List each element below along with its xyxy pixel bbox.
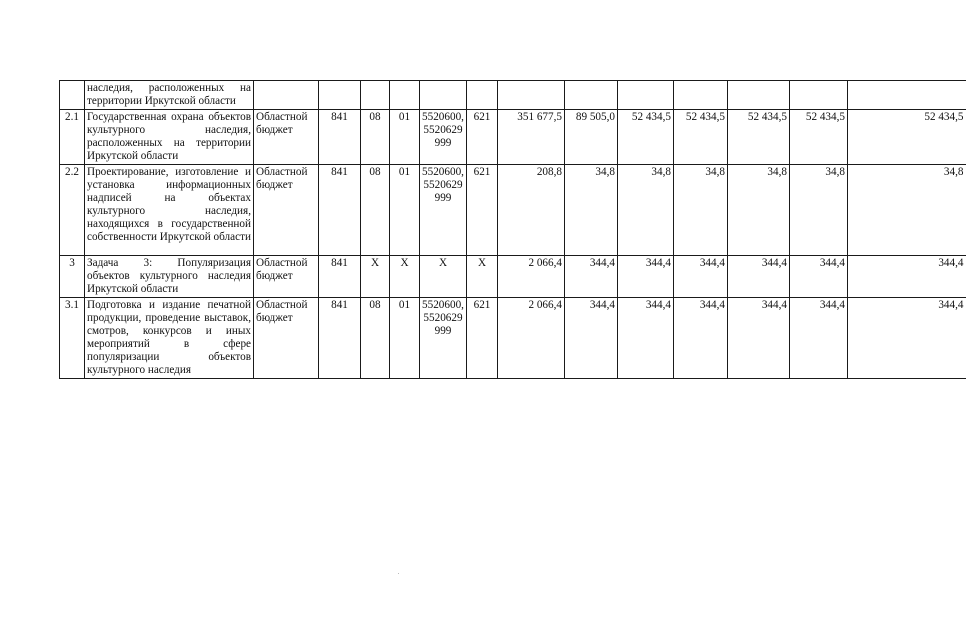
row-number	[60, 81, 85, 110]
row-value-7: 34,8	[848, 165, 966, 256]
row-value-3: 344,4	[618, 298, 674, 379]
row-value-5: 52 434,5	[728, 110, 790, 165]
row-value-4	[674, 81, 728, 110]
row-value-5: 34,8	[728, 165, 790, 256]
row-rz: 08	[361, 298, 390, 379]
row-grbs: 841	[319, 165, 361, 256]
row-value-2: 344,4	[565, 256, 618, 298]
row-csr: 5520600, 5520629 999	[420, 165, 467, 256]
row-value-2	[565, 81, 618, 110]
row-rz: Х	[361, 256, 390, 298]
row-csr: 5520600, 5520629 999	[420, 110, 467, 165]
row-value-5: 344,4	[728, 298, 790, 379]
row-number: 2.1	[60, 110, 85, 165]
table-row	[60, 256, 966, 298]
row-name: наследия, расположенных на территории Иркутской области	[85, 81, 254, 110]
row-vr	[467, 81, 498, 110]
row-source: Областной бюджет	[254, 298, 319, 379]
row-value-4: 34,8	[674, 165, 728, 256]
row-pr: Х	[390, 256, 420, 298]
table-row	[60, 81, 966, 110]
row-rz	[361, 81, 390, 110]
row-source: Областной бюджет	[254, 110, 319, 165]
row-pr: 01	[390, 298, 420, 379]
row-value-3: 34,8	[618, 165, 674, 256]
table-row	[60, 165, 966, 256]
row-vr: 621	[467, 298, 498, 379]
row-csr: 5520600, 5520629 999	[420, 298, 467, 379]
row-value-3	[618, 81, 674, 110]
row-name: Проектирование, изготовление и установка информационных надписей на объектах культурного наследия, находящихся в государственной собственности Иркутской области	[85, 165, 254, 256]
row-value-1: 2 066,4	[498, 298, 565, 379]
row-value-7: 344,4	[848, 298, 966, 379]
row-value-6: 344,4	[790, 256, 848, 298]
row-csr: Х	[420, 256, 467, 298]
row-value-2: 344,4	[565, 298, 618, 379]
row-vr: 621	[467, 165, 498, 256]
row-name: Подготовка и издание печатной продукции, проведение выставок, смотров, конкурсов и иных мероприятий в сфере популяризации объектов культурного наследия	[85, 298, 254, 379]
row-value-5: 344,4	[728, 256, 790, 298]
row-vr: 621	[467, 110, 498, 165]
row-csr	[420, 81, 467, 110]
row-value-6: 34,8	[790, 165, 848, 256]
row-grbs	[319, 81, 361, 110]
row-value-6: 344,4	[790, 298, 848, 379]
row-number: 3.1	[60, 298, 85, 379]
table-row	[60, 298, 966, 379]
row-value-1: 208,8	[498, 165, 565, 256]
row-value-2: 89 505,0	[565, 110, 618, 165]
row-value-4: 344,4	[674, 256, 728, 298]
row-source: Областной бюджет	[254, 256, 319, 298]
row-number: 2.2	[60, 165, 85, 256]
row-value-6: 52 434,5	[790, 110, 848, 165]
row-value-4: 344,4	[674, 298, 728, 379]
row-value-2: 34,8	[565, 165, 618, 256]
row-value-3: 52 434,5	[618, 110, 674, 165]
row-value-7: 52 434,5	[848, 110, 966, 165]
row-number: 3	[60, 256, 85, 298]
row-value-7: 344,4	[848, 256, 966, 298]
row-vr: Х	[467, 256, 498, 298]
row-rz: 08	[361, 165, 390, 256]
row-name: Задача 3: Популяризация объектов культурного наследия Иркутской области	[85, 256, 254, 298]
table-body	[60, 81, 966, 379]
row-pr	[390, 81, 420, 110]
row-value-3: 344,4	[618, 256, 674, 298]
row-name: Государственная охрана объектов культурного наследия, расположенных на территории Иркутской области	[85, 110, 254, 165]
row-rz: 08	[361, 110, 390, 165]
row-value-5	[728, 81, 790, 110]
row-source: Областной бюджет	[254, 165, 319, 256]
row-source	[254, 81, 319, 110]
row-value-1: 351 677,5	[498, 110, 565, 165]
row-grbs: 841	[319, 256, 361, 298]
budget-table	[59, 80, 966, 379]
row-value-1	[498, 81, 565, 110]
row-value-1: 2 066,4	[498, 256, 565, 298]
row-grbs: 841	[319, 110, 361, 165]
row-value-7	[848, 81, 966, 110]
row-grbs: 841	[319, 298, 361, 379]
row-pr: 01	[390, 165, 420, 256]
scan-speck	[398, 573, 399, 574]
row-pr: 01	[390, 110, 420, 165]
row-value-4: 52 434,5	[674, 110, 728, 165]
table-row	[60, 110, 966, 165]
row-value-6	[790, 81, 848, 110]
